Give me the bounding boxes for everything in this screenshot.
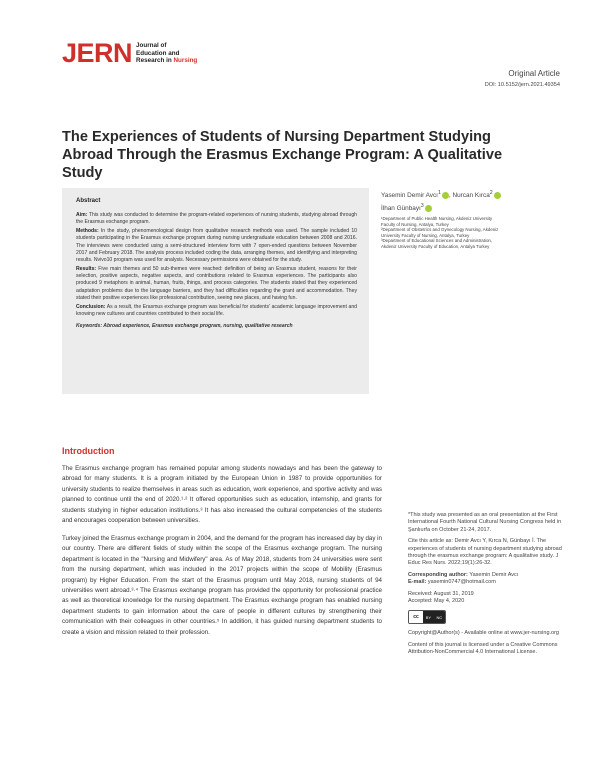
dates — [408, 591, 563, 606]
orcid-icon[interactable] — [442, 192, 449, 199]
corr-label: Corresponding author: — [408, 572, 468, 579]
citation: Cite this article as: Demir Avcı Y, Kırca N, Günbayı İ. The experiences of students of nursing department studying abroad through the erasmus exchange program: A qualitative study. J Educ Res Nurs. 2022;19(1):26-32. — [408, 538, 562, 567]
cc-icon: cc — [409, 611, 423, 623]
received-date: Received: August 31, 2019 — [408, 591, 474, 598]
author-2-sup: 2 — [489, 190, 493, 196]
journal-name-line3b: Nursing — [173, 57, 198, 65]
author-1: Yasemin Demir Avcı — [381, 192, 438, 200]
email-address[interactable]: yasemin0747@hotmail.com — [426, 579, 496, 586]
introduction-heading: Introduction — [62, 446, 115, 456]
abstract-results — [76, 266, 357, 302]
cc-by: BY — [425, 614, 432, 620]
corr-name: Yasemin Demir Avcı — [467, 572, 519, 579]
journal-logo — [62, 40, 197, 67]
author-3-sup: 3 — [420, 203, 424, 210]
author-1-sup: 1 — [437, 190, 441, 196]
introduction-body — [62, 464, 382, 645]
abstract-keywords: Keywords: Abroad experience, Erasmus exchange program, nursing, qualitative research — [76, 323, 293, 330]
abstract-heading: Abstract — [76, 198, 101, 204]
affiliation-1: ¹Department of Public Health Nursing, Akdeniz University Faculty of Nursing, Antalya, Turkey — [381, 216, 493, 227]
copyright: Copyright@Author(s) - Available online at www.jer-nursing.org — [408, 630, 559, 637]
conclusion-text: As a result, the Erasmus exchange program was beneficial for students' academic language improvement and knowing new cultures and countries contributed to their social life. — [76, 303, 357, 318]
corresponding-author — [408, 572, 563, 587]
cc-terms — [423, 611, 445, 623]
affiliations — [381, 216, 501, 249]
intro-paragraph-2: Turkey joined the Erasmus exchange program in 2004, and the demand for the program has increased day by day in our country. There are different fields of study within the scope of the Erasmus exchange program. The nursing department is located in the "Nursing and Midwifery" area. As of May 2018, students from 24 universities were sent from the nursing department, which was included in the 2017 projects within the scope of Mobility (Erasmus program) by Higher Education. From the start of the Erasmus program until May 2018, nursing students of 94 universities went abroad.³·⁴ The Erasmus exchange program has provided the opportunity for professional practice as well as theoretical knowledge for the nursing department. The Erasmus exchange program has enabled nursing department students to gain information about the care of people in different cultures by strengthening their communication with their colleagues in other countries.⁵ In addition, it has guided nursing department students to create a vision and mission related to their profession. — [62, 534, 382, 636]
article-title: The Experiences of Students of Nursing Department Studying Abroad Through the Erasmus Exchange Program: A Qualitative Study — [62, 129, 503, 181]
author-list — [381, 188, 556, 214]
affiliation-3: ³Department of Educational Sciences and Administration, Akdeniz University Faculty of Education, Antalya Turkey — [381, 238, 493, 249]
aim-label: Aim: — [76, 212, 88, 218]
journal-name-line2: Education and — [136, 49, 180, 57]
doi[interactable]: DOI: 10.5152/jern.2021.49354 — [484, 82, 560, 88]
results-text: Five main themes and 50 sub-themes were reached: definition of being an Erasmus student, reasons for their selection, positive aspects, negative aspects, and contributions related to Erasmus experiences. The participants also produced 9 metaphors in animal, human, fruits, things, and process categories. The students stated that they experienced adaptation problems due to the language barriers, and they had difficulties regarding the grant and accommodation. They stated their positive experiences like professional contribution, seeing new places, and having fun. — [76, 266, 357, 301]
methods-text: In the study, phenomenological design from qualitative research methods was used. The sample included 10 students participating in the Erasmus exchange program during nursing undergraduate education between 2008 and 2016. The interviews were conducted using a semi-structured interview form with 7 open-ended questions between November 2017 and February 2018. The analysis process included coding the data, arranging themes, and identifying and interpreting results. Nvivo10 program was used for analysis. Necessary permissions were obtained for the study. — [76, 228, 357, 263]
article-info-sidebar — [408, 512, 563, 661]
logo-mark: JERN — [62, 38, 133, 68]
conclusion-label: Conclusion: — [76, 303, 106, 310]
presentation-note: *This study was presented as an oral presentation at the First International Fourth National Cultural Nursing Congress held in Şanlıurfa on October 21-24, 2017. — [408, 512, 562, 533]
email-label: E-mail: — [408, 579, 427, 586]
intro-paragraph-1: The Erasmus exchange program has remained popular among students nowadays and has been the gateway to abroad for many students. It is a program initiated by the European Union in 1987 to provide opportunities for university students to realize themselves in areas such as education, work experience, and sportive activity and was planned to continue until the end of 2020.¹·² It offered opportunities such as education, internship, and grants for students studying in higher education institutions.³ It has also increased the cultural competencies of the students and encourages cooperation between universities. — [62, 465, 382, 525]
author-2: , Nurcan Kırca — [448, 192, 490, 200]
abstract-conclusion — [76, 304, 357, 318]
results-label: Results: — [76, 266, 97, 273]
journal-name-line3 — [136, 57, 197, 65]
aim-text: This study was conducted to determine the program-related experiences of nursing students, studying abroad through the Erasmus exchange program. — [76, 212, 357, 226]
methods-label: Methods: — [76, 228, 99, 235]
cc-license-icon[interactable] — [408, 610, 446, 624]
article-type: Original Article — [508, 69, 560, 78]
journal-name-line1: Journal of — [136, 42, 167, 49]
cc-nc: NC — [436, 614, 443, 620]
journal-name-line3a: Research in — [136, 57, 174, 65]
journal-name — [136, 42, 197, 65]
abstract-aim — [76, 212, 357, 226]
orcid-icon[interactable] — [425, 205, 432, 212]
accepted-date: Accepted: May 4, 2020 — [408, 598, 465, 605]
abstract-methods — [76, 228, 357, 264]
affiliation-2: ²Department of Obstetrics and Gynecology Nursing, Akdeniz University Faculty of Nursing, Antalya, Turkey — [381, 227, 499, 238]
abstract-box — [62, 188, 369, 394]
author-3: İlhan Günbayı — [381, 205, 421, 213]
license-text: Content of this journal is licensed under a Creative Commons Attribution-NonCommercial 4.0 International License. — [408, 642, 558, 656]
orcid-icon[interactable] — [494, 192, 501, 199]
